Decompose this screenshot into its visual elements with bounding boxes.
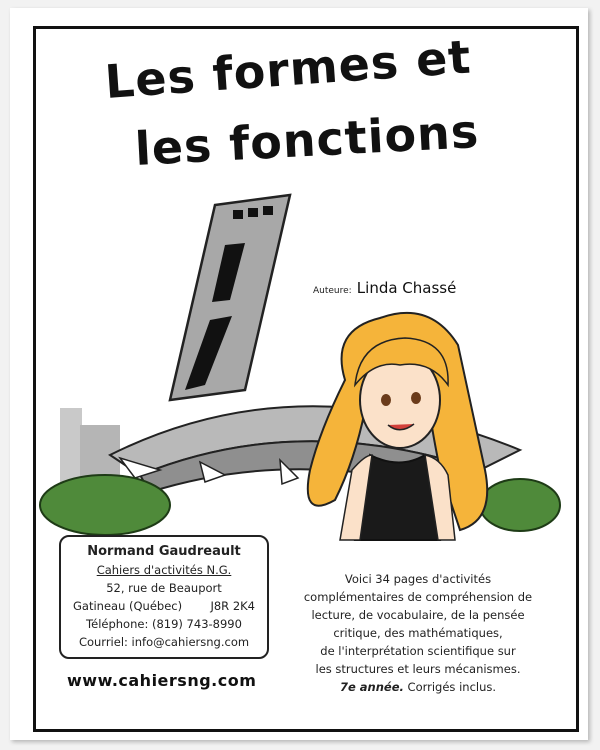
publisher-postal: J8R 2K4	[210, 599, 255, 613]
grade-level: 7e année.	[339, 680, 404, 694]
publisher-city-line	[61, 597, 267, 615]
contact-box	[59, 535, 269, 659]
title-line-2: les fonctions	[133, 104, 481, 176]
author-name: Linda Chassé	[356, 279, 457, 297]
description-line: complémentaires de compréhension de	[303, 590, 533, 604]
publisher-email[interactable]: Courriel: info@cahiersng.com	[78, 635, 250, 649]
building-left	[60, 408, 82, 488]
publisher-name: Normand Gaudreault	[87, 544, 241, 559]
description-line: critique, des mathématiques,	[333, 626, 503, 640]
description-line: les structures et leurs mécanismes.	[315, 662, 521, 676]
website-link[interactable]: www.cahiersng.com	[67, 671, 257, 690]
author-label: Auteure:	[313, 286, 352, 296]
tower-window	[233, 210, 243, 219]
publisher-street: 52, rue de Beauport	[106, 581, 222, 595]
publisher-company[interactable]: Cahiers d'activités N.G.	[96, 563, 232, 577]
girl-eye	[381, 394, 391, 406]
description-line: de l'interprétation scientifique sur	[320, 644, 516, 658]
tree-right	[480, 479, 560, 531]
description-grade-line	[287, 678, 549, 696]
title-line-1: Les formes et	[103, 29, 473, 109]
girl-eye	[411, 392, 421, 404]
answers-note: Corrigés inclus.	[407, 680, 497, 694]
tree-left	[40, 475, 170, 535]
author	[313, 278, 456, 297]
tower-window	[248, 208, 258, 217]
description-line: lecture, de vocabulaire, de la pensée	[311, 608, 525, 622]
tower-window	[263, 206, 273, 215]
publisher-phone: Téléphone: (819) 743-8990	[86, 617, 242, 631]
description	[287, 570, 549, 696]
publisher-city: Gatineau (Québec)	[73, 599, 183, 613]
description-line: Voici 34 pages d'activités	[344, 572, 492, 586]
